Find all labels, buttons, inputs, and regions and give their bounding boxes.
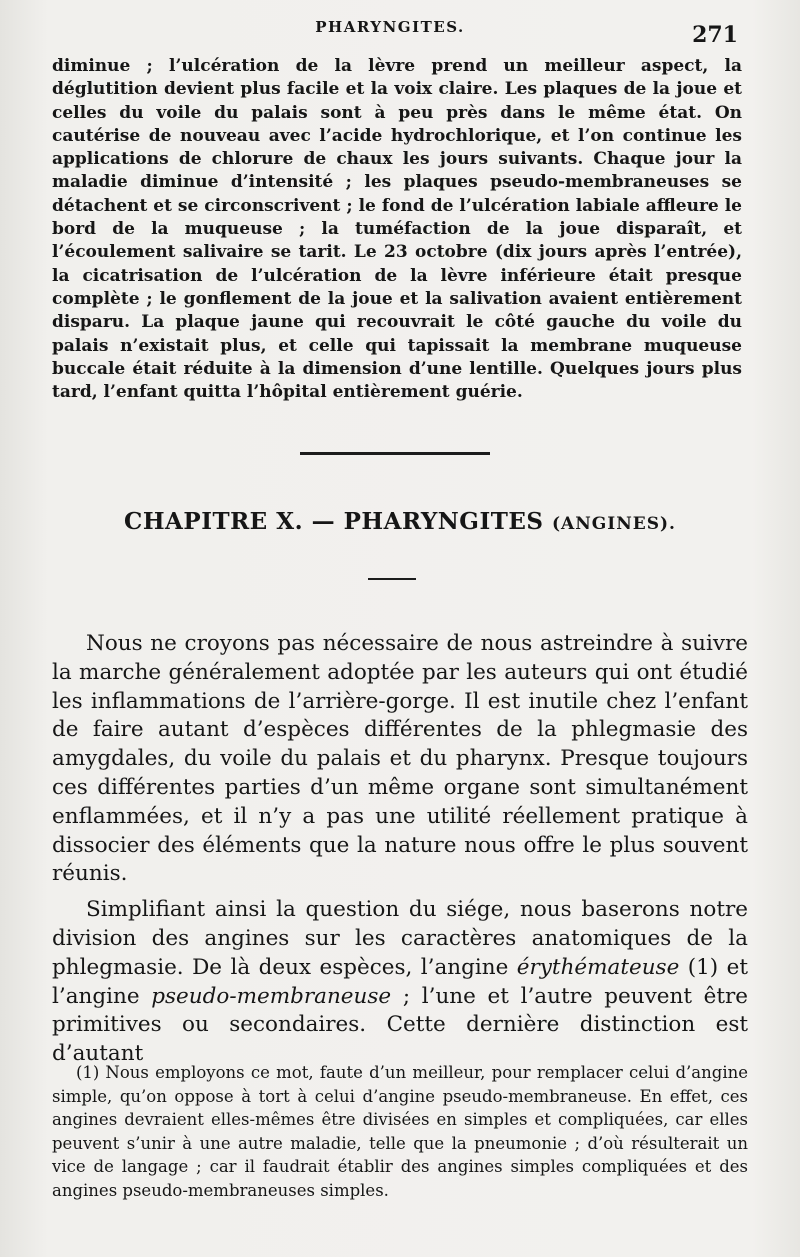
footnote-text: Nous employons ce mot, faute d’un meilleur, pour remplacer celui d’angine simple, qu’on oppose à tort à celui d’angine pseudo-membraneuse. En effet, ces angines devraient elles-mêmes être divisées en simples et compliquées, car elles peuvent s’unir à une autre maladie, telle que la pneumonie ; d’où résulterait un vice de langage ; car il faudrait établir des angines simples compliquées et des angines pseudo-membraneuses simples. bbox=[52, 1063, 748, 1200]
chapter-title-parenthetical: (ANGINES). bbox=[551, 514, 676, 534]
page-number: 271 bbox=[692, 22, 738, 48]
chapter-body bbox=[52, 630, 748, 1069]
page-header bbox=[0, 14, 800, 46]
section-divider bbox=[300, 452, 490, 455]
term-pseudo-membraneuse: pseudo-membraneuse bbox=[151, 983, 392, 1009]
footnote bbox=[52, 1061, 748, 1202]
chapter-heading bbox=[0, 508, 800, 535]
term-erythemateuse: érythémateuse bbox=[516, 954, 680, 980]
case-report-continuation: diminue ; l’ulcération de la lèvre prend un meilleur aspect, la déglutition devient plus facile et la voix claire. Les plaques de la joue et celles du voile du palais sont à peu près dans le même état. On cautérise de nouveau avec l’acide hydrochlorique, et l’on continue les applications de chlorure de chaux les jours suivants. Chaque jour la maladie diminue d’intensité ; les plaques pseudo-membraneuses se détachent et se circonscrivent ; le fond de l’ulcération labiale affleure le bord de la muqueuse ; la tuméfaction de la joue disparaît, et l’écoulement salivaire se tarit. Le 23 octobre (dix jours après l’entrée), la cicatrisation de l’ulcération de la lèvre inférieure était presque complète ; le gonflement de la joue et la salivation avaient entièrement disparu. La plaque jaune qui recouvrait le côté gauche du voile du palais n’existait plus, et celle qui tapissait la membrane muqueuse buccale était réduite à la dimension d’une lentille. Quelques jours plus tard, l’enfant quitta l’hôpital entièrement guérie. bbox=[52, 56, 742, 403]
running-head: PHARYNGITES. bbox=[315, 18, 465, 36]
footnote-reference: (1) bbox=[679, 954, 719, 980]
p2-text-middle: et l’angine bbox=[52, 954, 748, 1009]
chapter-title-main: CHAPITRE X. — PHARYNGITES bbox=[124, 508, 544, 535]
paragraph-1: Nous ne croyons pas nécessaire de nous astreindre à suivre la marche généralement adoptée par les auteurs qui ont étudié les inflammations de l’arrière-gorge. Il est inutile chez l’enfant de faire autant d’espèces différentes de la phlegmasie des amygdales, du voile du palais et du pharynx. Presque toujours ces différentes parties d’un même organe sont simultanément enflammées, et il n’y a pas une utilité réellement pratique à dissocier des éléments que la nature nous offre le plus souvent réunis. bbox=[52, 631, 748, 887]
footnote-marker: (1) bbox=[76, 1063, 100, 1082]
p2-text-after: ; l’une et l’autre peuvent être primitives ou secondaires. Cette dernière distinction est d’autant bbox=[52, 983, 749, 1067]
chapter-ornament-rule bbox=[368, 578, 416, 580]
paragraph-2 bbox=[52, 896, 748, 1069]
p2-text-before: Simplifiant ainsi la question du siége, nous baserons notre division des angines sur les caractères anatomiques de la phlegmasie. De là deux espèces, l’angine bbox=[52, 897, 748, 980]
